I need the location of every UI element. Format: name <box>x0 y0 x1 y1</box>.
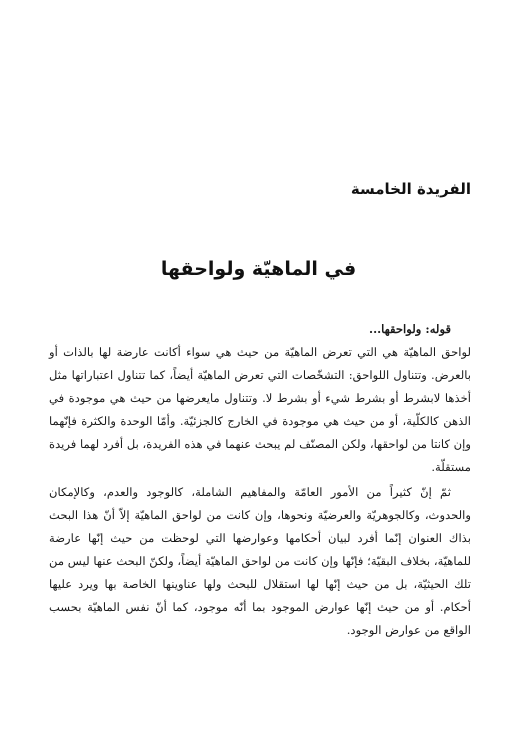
chapter-label: الفريدة الخامسة <box>350 180 471 198</box>
paragraph-2: ثمّ إنّ كثيراً من الأمور العامّة والمفاهيم الشاملة، كالوجود والعدم، وكالإمكان والحدوث، وكالجوهريّة والعرضيّة ونحوها، وإن كانت من لواحق الماهيّة إلاّ أنّ هذا البحث بذاك العنوان إنّما أفرد لبيان أحكامها وعوارضها التي لوحظت من حيث إنّها عارضة للماهيّة، بخلاف البقيّة؛ فإنّها وإن كانت من لواحق الماهيّة أيضاً، ولكنّ البحث عنها ليس من تلك الحيثيّة، بل من حيث إنّها لها استقلال للبحث ولها عناوينها الخاصة بها ويرد عليها أحكام. أو من حيث إنّها عوارض الموجود بما أنّه موجود، كما أنّ نفس الماهيّة بحسب الواقع من عوارض الوجود. <box>49 485 471 637</box>
chapter-title: في الماهيّة ولواحقها <box>160 258 357 280</box>
body-text <box>49 318 471 642</box>
commentary-lead: قوله: ولواحقها... <box>369 322 451 336</box>
paragraph-1: لواحق الماهيّة هي التي تعرض الماهيّة من حيث هي سواء أكانت عارضة لها بالذات أو بالعرض. وتتناول اللواحق: التشخّصات التي تعرض الماهيّة أيضاً، كما تتناول اعتباراتها مثل أخذها لابشرط أو بشرط شيء أو بشرط لا. وتتناول مايعرضها من حيث هي موجودة في الذهن كالكلّية، أو من حيث هي موجودة في الخارج كالجزئيّة. وأمّا الوحدة والكثرة فإنّهما وإن كانتا من لواحقها، ولكن المصنّف لم يبحث عنهما في هذه الفريدة، بل أفرد لهما فريدة مستقلّة. <box>49 345 471 474</box>
